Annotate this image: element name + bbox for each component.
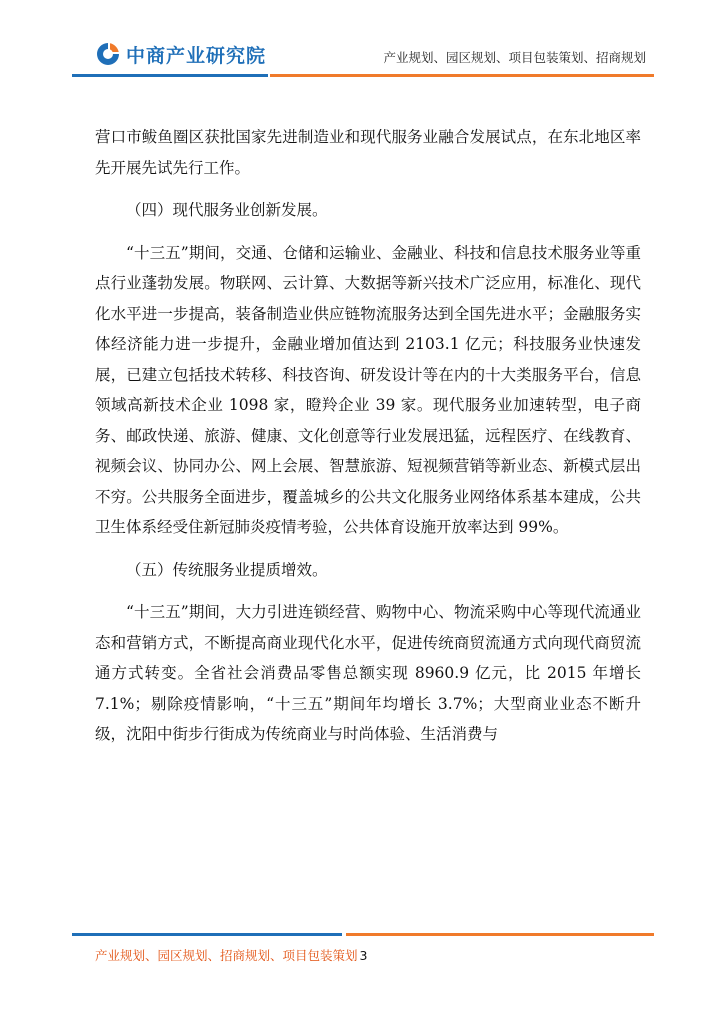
section-heading: （四）现代服务业创新发展。: [126, 201, 328, 219]
logo-mark-icon: [94, 40, 122, 68]
footer-rule-blue: [72, 933, 342, 936]
paragraph: “十三五”期间，大力引进连锁经营、购物中心、物流采购中心等现代流通业态和营销方式，不断提高商业现代化水平，促进传统商贸流通方式向现代商贸流通方式转变。全省社会消费品零售总额实现 8960.9 亿元，比 2015 年增长 7.1%；剔除疫情影响，“十三五”期间年均增长 3.7%；大型商业业态不断升级，沈阳中街步行街成为传统商业与时尚体验、生活消费与: [95, 603, 641, 743]
paragraph: 营口市鲅鱼圈区获批国家先进制造业和现代服务业融合发展试点，在东北地区率先开展先试先行工作。: [95, 128, 641, 177]
company-logo: [94, 40, 266, 68]
page-number: 3: [359, 948, 368, 963]
header-rule-blue: [72, 74, 268, 77]
footer-rule-orange: [346, 933, 654, 936]
logo-text: 中商产业研究院: [126, 44, 267, 67]
document-body: [95, 122, 641, 762]
footer-rule: [72, 933, 654, 936]
header-slogan: 产业规划、园区规划、项目包装策划、招商规划: [383, 50, 646, 65]
page-header: [0, 0, 724, 90]
footer-slogan: 产业规划、园区规划、招商规划、项目包装策划: [95, 948, 358, 963]
section-heading: （五）传统服务业提质增效。: [126, 560, 328, 579]
paragraph: “十三五”期间，交通、仓储和运输业、金融业、科技和信息技术服务业等重点行业蓬勃发展。物联网、云计算、大数据等新兴技术广泛应用，标准化、现代化水平进一步提高，装备制造业供应链物流服务达到全国先进水平；金融服务实体经济能力进一步提升，金融业增加值达到 2103.1 亿元；科技服务业快速发展，已建立包括技术转移、科技咨询、研发设计等在内的十大类服务平台，信息领域高新技术企业 1098 家，瞪羚企业 39 家。现代服务业加速转型，电子商务、邮政快递、旅游、健康、文化创意等行业发展迅猛，远程医疗、在线教育、视频会议、协同办公、网上会展、智慧旅游、短视频营销等新业态、新模式层出不穷。公共服务全面进步，覆盖城乡的公共文化服务业网络体系基本建成，公共卫生体系经受住新冠肺炎疫情考验，公共体育设施开放率达到 99%。: [95, 243, 641, 536]
page-footer: [95, 946, 367, 964]
header-rule-orange: [270, 74, 654, 77]
